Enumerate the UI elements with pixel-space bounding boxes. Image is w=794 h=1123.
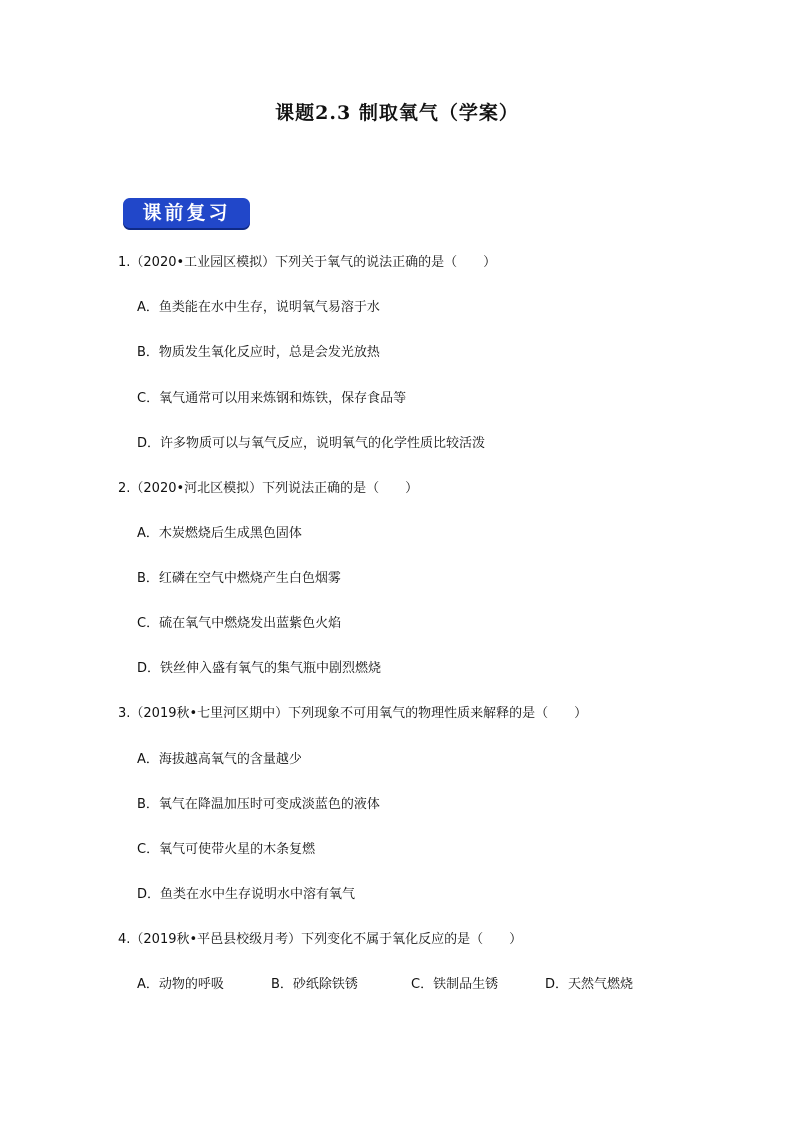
question-3-option-b: B．氧气在降温加压时可变成淡蓝色的液体 (137, 797, 380, 812)
question-4-stem: 4.（2019秋•平邑县校级月考）下列变化不属于氧化反应的是（ ） (118, 932, 523, 947)
question-2-option-d: D．铁丝伸入盛有氧气的集气瓶中剧烈燃烧 (137, 661, 382, 676)
question-3-stem: 3.（2019秋•七里河区期中）下列现象不可用氧气的物理性质来解释的是（ ） (118, 706, 588, 721)
question-1-option-b: B．物质发生氧化反应时，总是会发光放热 (137, 345, 380, 360)
question-2-stem: 2.（2020•河北区模拟）下列说法正确的是（ ） (118, 481, 419, 496)
question-1-option-a: A．鱼类能在水中生存，说明氧气易溶于水 (137, 300, 380, 315)
page-title: 课题2.3 制取氧气（学案） (275, 102, 519, 124)
question-3-option-d: D．鱼类在水中生存说明水中溶有氧气 (137, 887, 356, 902)
question-4-option-a: A．动物的呼吸 (137, 977, 224, 992)
question-1-stem: 1.（2020•工业园区模拟）下列关于氧气的说法正确的是（ ） (118, 255, 497, 270)
question-1-option-c: C．氧气通常可以用来炼钢和炼铁，保存食品等 (137, 391, 407, 406)
section-badge-label: 课前复习 (142, 202, 231, 224)
question-2-option-a: A．木炭燃烧后生成黑色固体 (137, 526, 302, 541)
question-3-option-c: C．氧气可使带火星的木条复燃 (137, 842, 316, 857)
question-3-option-a: A．海拔越高氧气的含量越少 (137, 752, 302, 767)
question-2-option-b: B．红磷在空气中燃烧产生白色烟雾 (137, 571, 341, 586)
question-2-option-c: C．硫在氧气中燃烧发出蓝紫色火焰 (137, 616, 342, 631)
question-4-option-b: B．砂纸除铁锈 (271, 977, 358, 992)
section-badge (123, 198, 250, 228)
question-1-option-d: D．许多物质可以与氧气反应，说明氧气的化学性质比较活泼 (137, 436, 486, 451)
question-4-option-c: C．铁制品生锈 (411, 977, 499, 992)
question-4-option-d: D．天然气燃烧 (545, 977, 634, 992)
